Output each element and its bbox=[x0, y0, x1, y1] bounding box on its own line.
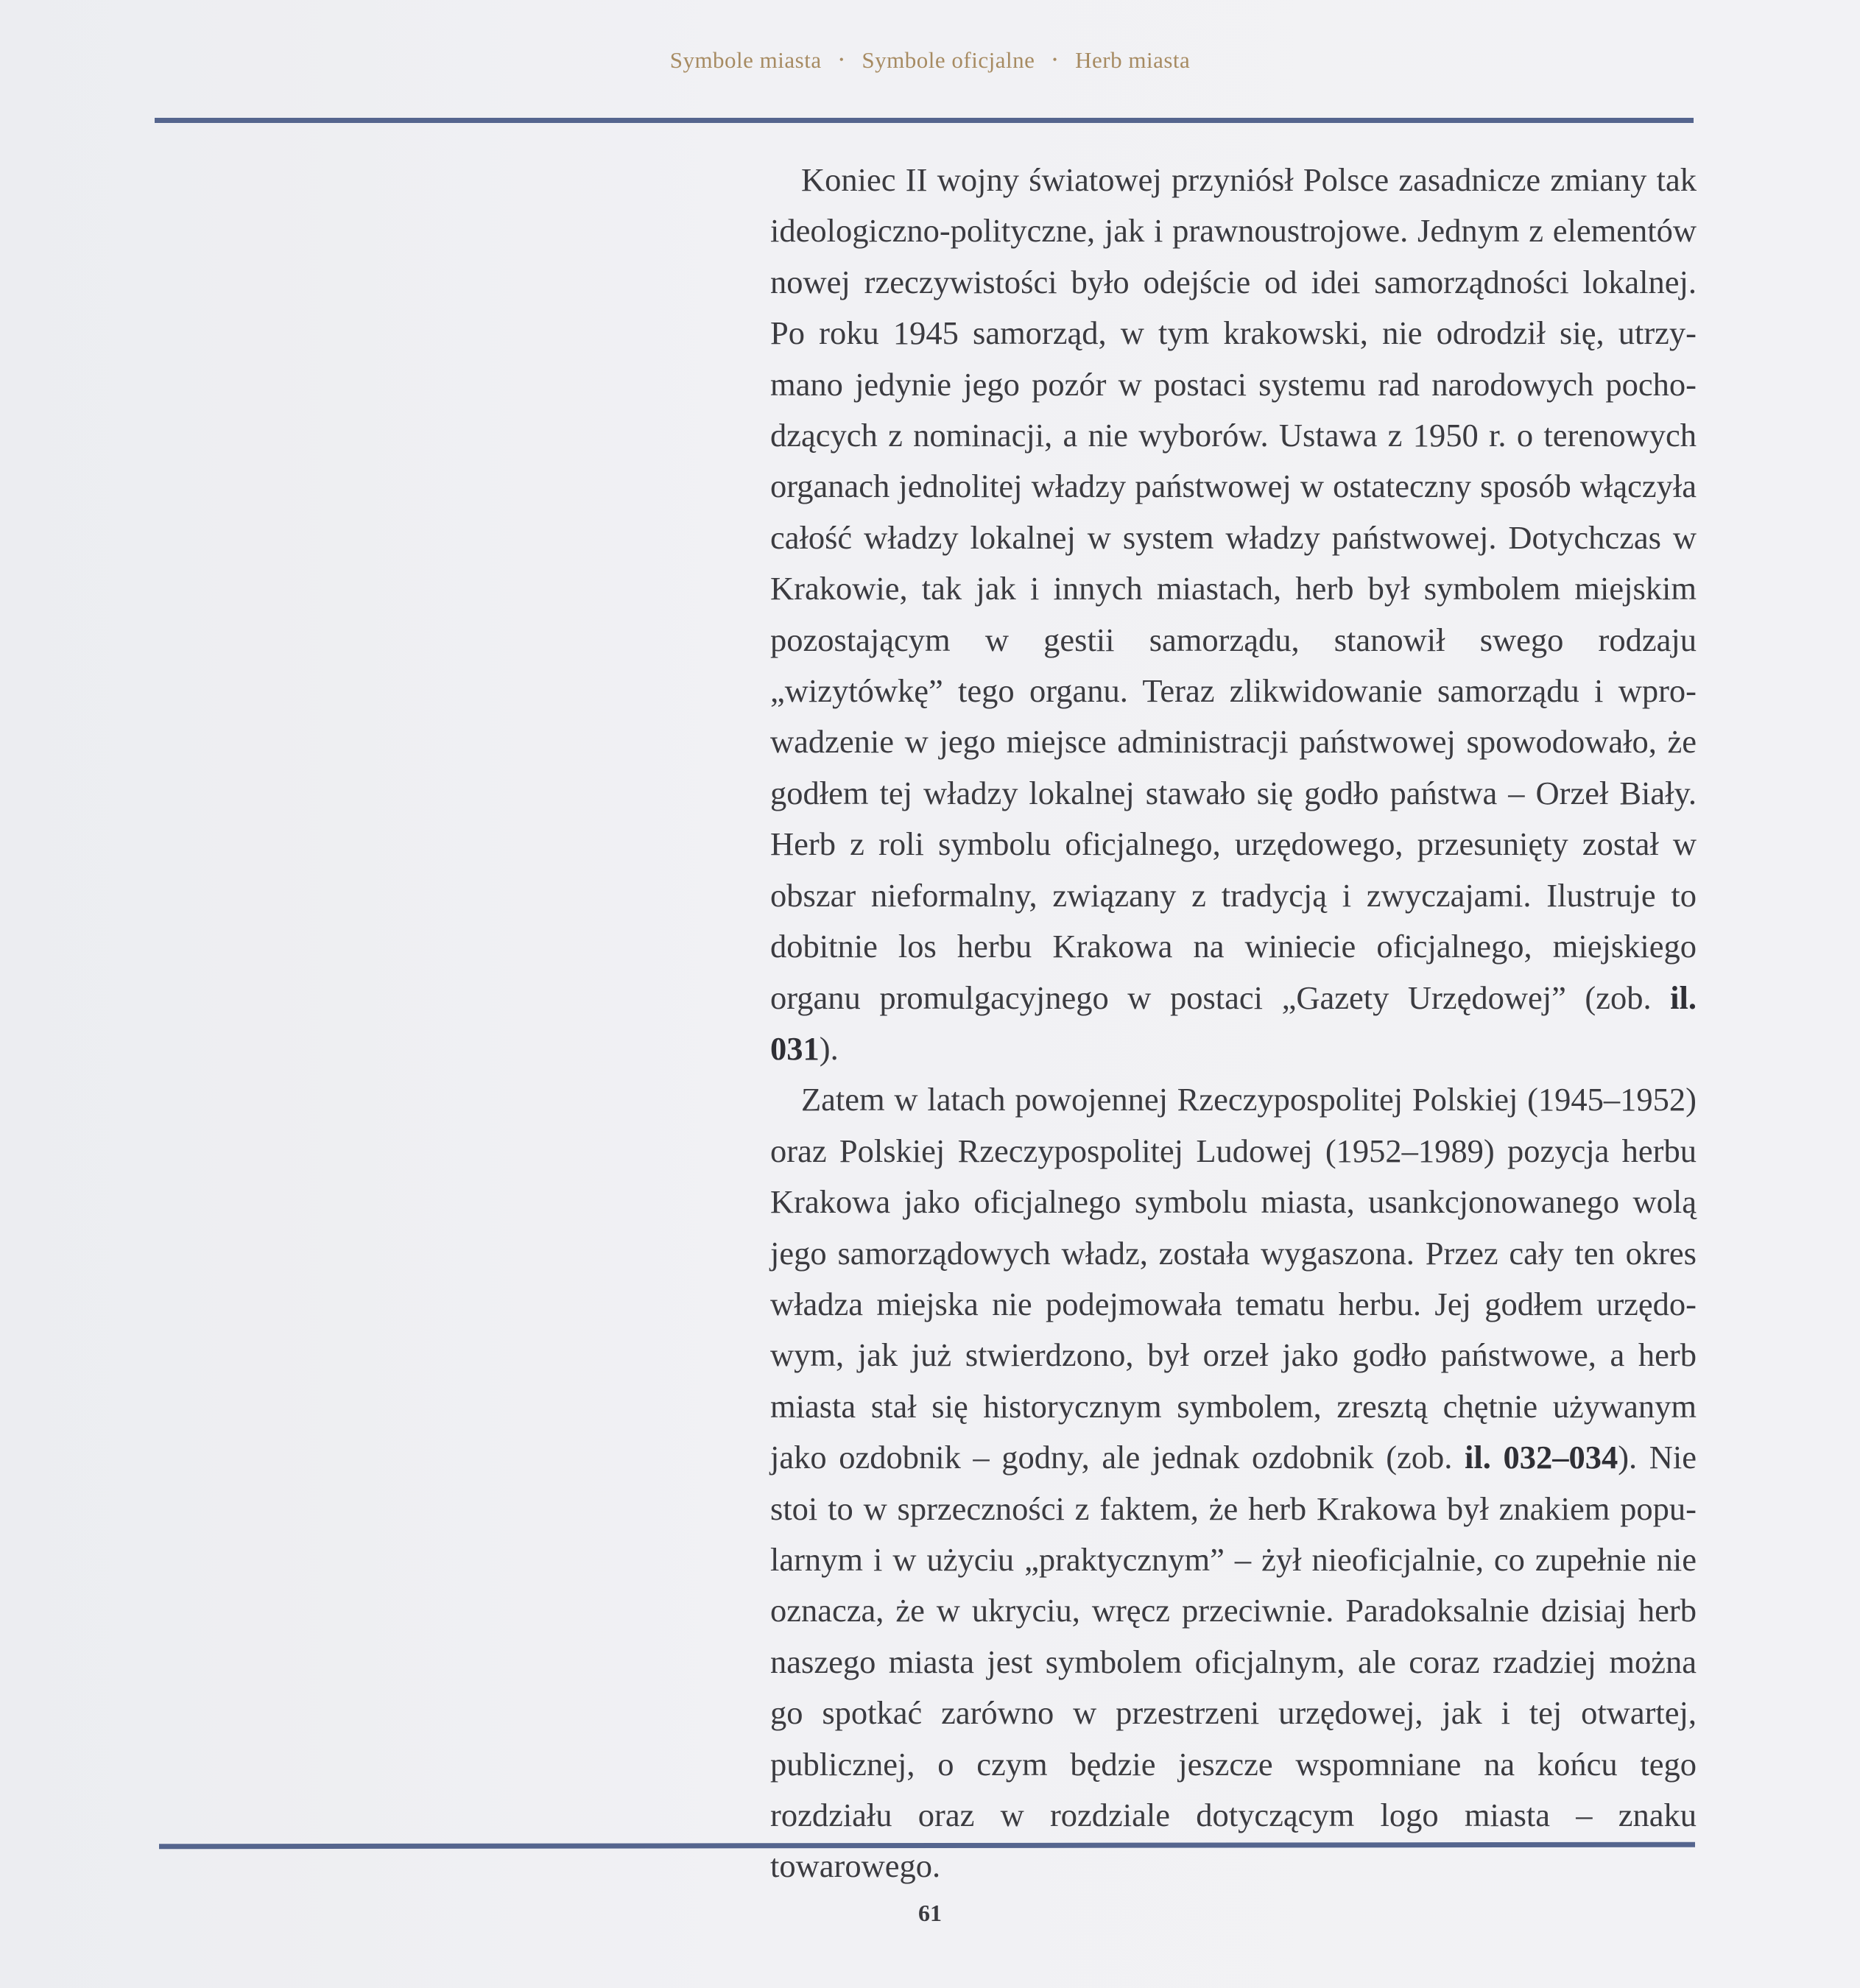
breadcrumb-separator-icon: • bbox=[839, 52, 845, 68]
breadcrumb-item-herb-miasta: Herb miasta bbox=[1075, 47, 1191, 73]
illustration-ref-032-034: il. 032–034 bbox=[1465, 1439, 1618, 1476]
illustration-ref-031: il. 031 bbox=[770, 979, 1697, 1067]
body-text-column bbox=[770, 155, 1697, 1892]
breadcrumb-item-symbole-oficjalne: Symbole oficjalne bbox=[862, 47, 1035, 73]
paragraph-2-text: Zatem w latach powojennej Rzeczypospolitej Polskiej (1945–1952) oraz Polskiej Rzeczypospolitej Ludowej (1952–1989) pozycja herbu Krakowa jako oficjalnego symbolu miasta, usankcjonowanego wolą jego samorządowych władz, została wygaszona. Przez cały ten okres władza miejska nie podejmowała tematu herbu. Jej godłem urzędowym, jak już stwierdzono, był orzeł jako godło państwowe, a herb miasta stał się historycznym symbolem, zresztą chętnie używanym jako ozdobnik – godny, ale jednak ozdobnik (zob. bbox=[770, 1081, 1697, 1476]
paragraph-1-end: ). bbox=[819, 1029, 839, 1067]
page-number: 61 bbox=[918, 1900, 942, 1926]
breadcrumb-item-symbole-miasta: Symbole miasta bbox=[669, 47, 822, 73]
paragraph-1 bbox=[770, 155, 1697, 1074]
paragraph-2-rest: ). Nie stoi to w sprzeczności z faktem, że herb Krakowa był znakiem popularnym i w użyciu „praktycznym” – żył nieoficjalnie, co zupełnie nie oznacza, że w ukryciu, wręcz przeciwnie. Paradoksalnie dzisiaj herb naszego miasta jest symbolem oficjalnym, ale coraz rzadziej można go spotkać zarówno w przestrzeni urzędowej, jak i tej otwartej, publicznej, o czym będzie jeszcze wspomniane na końcu tego rozdziału oraz w rozdziale dotyczącym logo miasta – znaku towarowego. bbox=[770, 1439, 1697, 1885]
paragraph-2 bbox=[770, 1074, 1697, 1892]
running-header-breadcrumb bbox=[0, 47, 1860, 74]
paragraph-1-text: Koniec II wojny światowej przyniósł Polsce zasadnicze zmiany tak ideologiczno-polityczne, jak i prawnoustrojowe. Jednym z elementów nowej rzeczywistości było odejście od idei samorządności lokalnej. Po roku 1945 samorząd, w tym krakowski, nie odrodził się, utrzymano jedynie jego pozór w postaci systemu rad narodowych pochodzących z nominacji, a nie wyborów. Ustawa z 1950 r. o terenowych organach jednolitej władzy państwowej w ostateczny sposób włączyła całość władzy lokalnej w system władzy państwowej. Dotychczas w Krakowie, tak jak i innych miastach, herb był symbolem miejskim pozostającym w gestii samorządu, stanowił swego rodzaju „wizytówkę” tego organu. Teraz zlikwidowanie samorządu i wprowadzenie w jego miejsce administracji państwowej spowodowało, że godłem tej władzy lokalnej stawało się godło państwa – Orzeł Biały. Herb z roli symbolu oficjalnego, urzędowego, przesunięty został w obszar nieformalny, związany z tradycją i zwyczajami. Ilustruje to dobitnie los herbu Krakowa na winiecie oficjalnego, miejskiego organu promulgacyjnego w postaci „Gazety Urzędowej” (zob. bbox=[770, 161, 1697, 1016]
header-rule bbox=[155, 118, 1694, 123]
breadcrumb-separator-icon: • bbox=[1052, 52, 1058, 68]
